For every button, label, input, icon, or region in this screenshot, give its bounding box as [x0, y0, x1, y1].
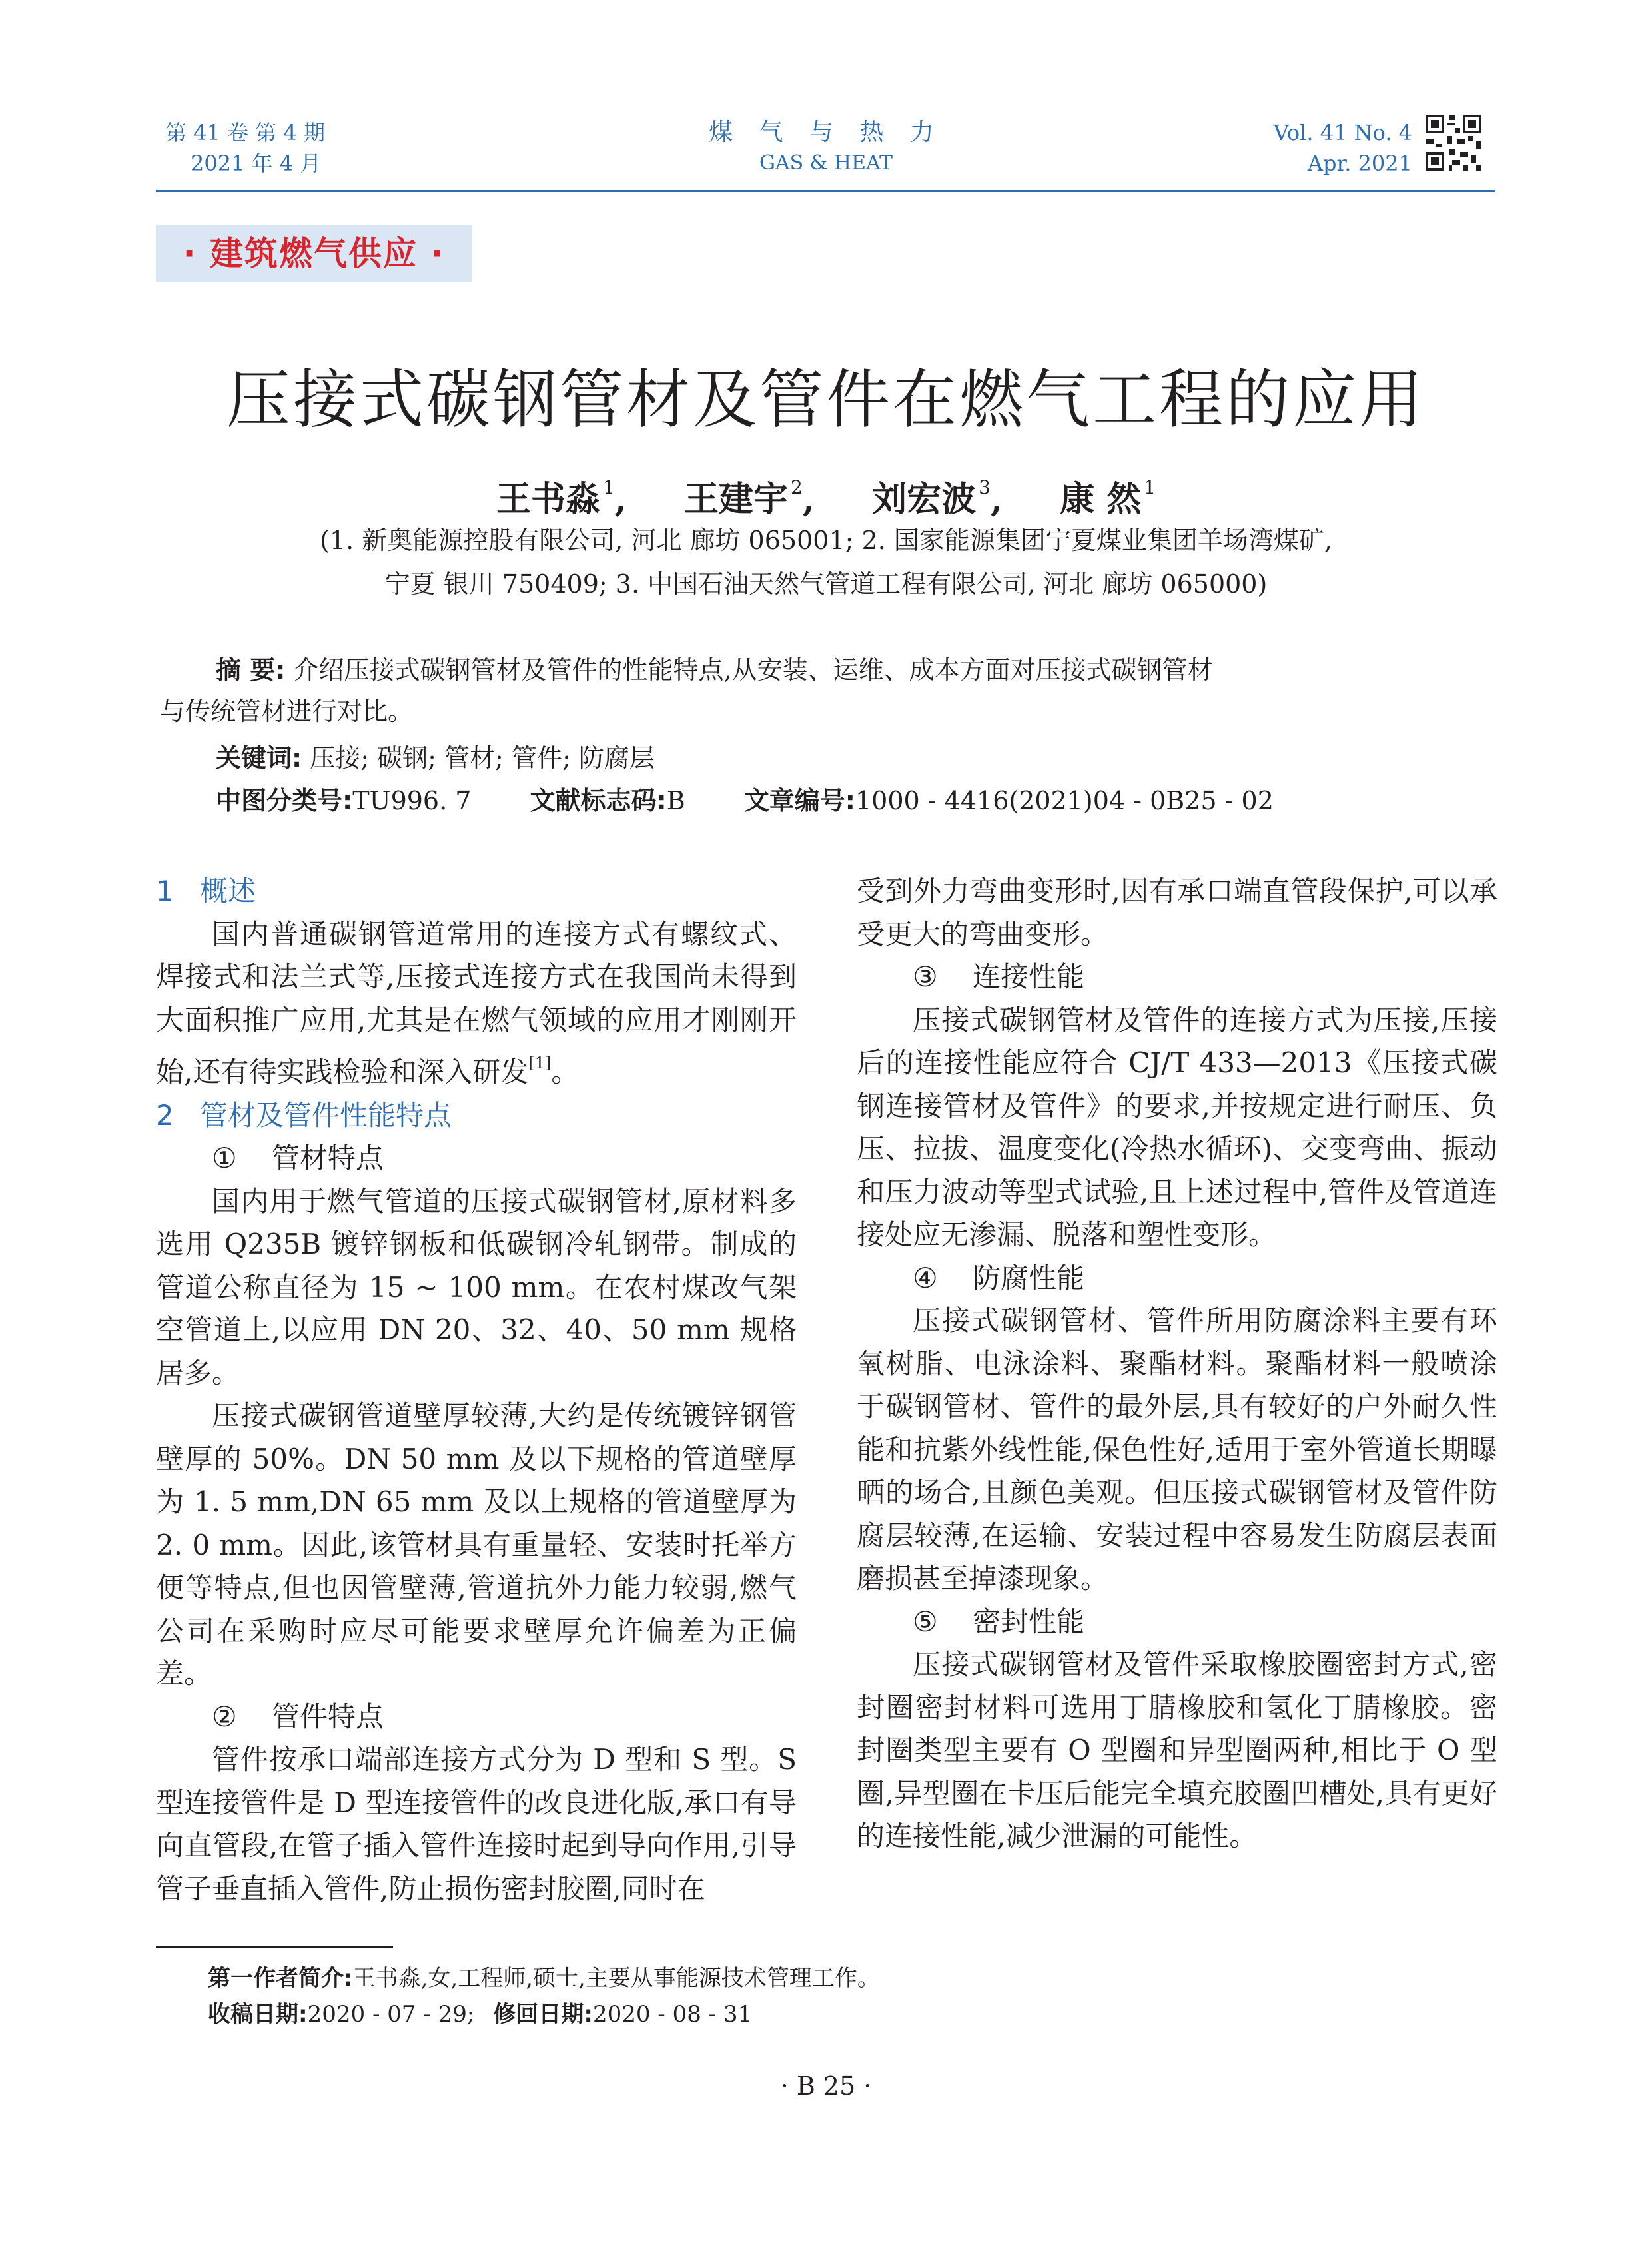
paragraph: 压接式碳钢管材、管件所用防腐涂料主要有环氧树脂、电泳涂料、聚酯材料。聚酯材料一般喷涂于碳钢管材、管件的最外层,具有较好的户外耐久性能和抗紫外线性能,保色性好,适用于室外管道长期曝晒的场合,且颜色美观。但压接式碳钢管材及管件防腐层较薄,在运输、安装过程中容易发生防腐层表面磨损甚至掉漆现象。	[857, 1304, 1497, 1595]
date-cn: 2021 年 4 月	[191, 151, 322, 176]
header-left	[165, 117, 418, 179]
author: 刘宏波 $^3$,	[872, 476, 1003, 520]
qr-code-icon[interactable]	[1423, 112, 1484, 173]
paragraph: 国内普通碳钢管道常用的连接方式有螺纹式、焊接式和法兰式等,压接式连接方式在我国尚未得到大面积推广应用,尤其是在燃气领域的应用才刚刚开始,还有待实践检验和深入研发[1]。	[156, 917, 797, 1088]
date-en: Apr. 2021	[1307, 151, 1412, 176]
abstract	[216, 650, 1442, 690]
body-left-column	[156, 870, 797, 1910]
header-center	[693, 117, 959, 179]
abstract-label: 摘 要:	[216, 655, 286, 685]
journal-name-en: GAS & HEAT	[759, 151, 893, 175]
classification-row	[216, 781, 1468, 821]
paragraph-continued: 受到外力弯曲变形时,因有承口端直管段保护,可以承受更大的弯曲变形。	[857, 875, 1497, 950]
affiliation-line-2: 宁夏 银川 750409; 3. 中国石油天然气管道工程有限公司, 河北 廊坊 065000)	[384, 569, 1268, 599]
subsection-heading: ② 管件特点	[212, 1700, 384, 1733]
body-right-column	[857, 870, 1497, 1858]
paragraph: 管件按承口端部连接方式分为 D 型和 S 型。S 型连接管件是 D 型连接管件的改良进化版,承口有导向直管段,在管子插入管件连接时起到导向作用,引导管子垂直插入管件,防止损伤密封胶圈,同时在	[156, 1743, 797, 1905]
author: 王书淼 $^1$,	[496, 476, 627, 520]
paragraph: 压接式碳钢管材及管件采取橡胶圈密封方式,密封圈密封材料可选用丁腈橡胶和氢化丁腈橡胶。密封圈类型主要有 O 型圈和异型圈两种,相比于 O 型圈,异型圈在卡压后能完全填充胶圈凹槽处,具有更好的连接性能,减少泄漏的可能性。	[857, 1648, 1497, 1852]
page-number: · B 25 ·	[780, 2071, 872, 2101]
keywords-label: 关键词:	[216, 743, 302, 773]
subsection-heading: ③ 连接性能	[913, 960, 1085, 993]
section-heading-1: 1 概述	[156, 875, 256, 907]
doc-code: B	[666, 786, 685, 815]
footnote-dates: 收稿日期:2020 - 07 - 29; 修回日期:2020 - 08 - 31	[208, 2001, 753, 2028]
header-rule	[156, 190, 1495, 192]
volume-en: Vol. 41 No. 4	[1273, 120, 1412, 145]
subsection-heading: ④ 防腐性能	[913, 1261, 1085, 1294]
keywords	[216, 738, 655, 778]
subsection-heading: ⑤ 密封性能	[913, 1605, 1085, 1638]
abstract-text-1: 介绍压接式碳钢管材及管件的性能特点,从安装、运维、成本方面对压接式碳钢管材	[293, 655, 1213, 685]
article-title: 压接式碳钢管材及管件在燃气工程的应用	[226, 362, 1426, 437]
article-number-label: 文章编号:	[743, 786, 855, 815]
section-heading-2: 2 管材及管件性能特点	[156, 1098, 452, 1132]
footnote-author: 第一作者简介:王书淼,女,工程师,硕士,主要从事能源技术管理工作。	[208, 1965, 880, 1992]
keywords-text: 压接; 碳钢; 管材; 管件; 防腐层	[310, 743, 655, 773]
paragraph: 压接式碳钢管道壁厚较薄,大约是传统镀锌钢管壁厚的 50%。DN 50 mm 及以下规格的管道壁厚为 1. 5 mm,DN 65 mm 及以上规格的管道壁厚为 2. 0 mm。因此,该管材具有重量轻、安装时托举方便等特点,但也因管壁薄,管道抗外力能力较弱,燃气公司在采购时应尽可能要求壁厚允许偏差为正偏差。	[156, 1399, 797, 1690]
volume-issue: 第 41 卷 第 4 期	[165, 120, 325, 145]
author: 王建宇 $^2$,	[684, 476, 815, 520]
affiliation-line-1: (1. 新奥能源控股有限公司, 河北 廊坊 065001; 2. 国家能源集团宁夏煤业集团羊场湾煤矿,	[320, 526, 1332, 555]
abstract-continued	[160, 691, 1442, 731]
author: 康 然 $^1$	[1060, 476, 1156, 520]
paragraph: 压接式碳钢管材及管件的连接方式为压接,压接后的连接性能应符合 CJ/T 433—2013《压接式碳钢连接管材及管件》的要求,并按规定进行耐压、负压、拉拔、温度变化(冷热水循环)、交变弯曲、振动和压力波动等型式试验,且上述过程中,管件及管道连接处应无渗漏、脱落和塑性变形。	[857, 1003, 1497, 1251]
doc-code-label: 文献标志码:	[530, 786, 667, 815]
section-tag: · 建筑燃气供应 ·	[156, 225, 472, 282]
citation-ref[interactable]: [1]	[528, 1054, 552, 1072]
header-right	[1239, 117, 1412, 179]
paragraph: 国内用于燃气管道的压接式碳钢管材,原材料多选用 Q235B 镀锌钢板和低碳钢冷轧钢带。制成的管道公称直径为 15 ~ 100 mm。在农村煤改气架空管道上,以应用 DN 20、32、40、50 mm 规格居多。	[156, 1184, 797, 1389]
authors	[160, 461, 1492, 526]
footnote-rule	[156, 1946, 393, 1948]
journal-name-cn: 煤 气 与 热 力	[709, 119, 943, 146]
article-number: 1000 - 4416(2021)04 - 0B25 - 02	[855, 786, 1274, 815]
clc-label: 中图分类号:	[216, 786, 353, 815]
abstract-text-2: 与传统管材进行对比。	[160, 697, 414, 726]
subsection-heading: ① 管材特点	[212, 1142, 384, 1174]
clc-code: TU996. 7	[352, 786, 472, 815]
